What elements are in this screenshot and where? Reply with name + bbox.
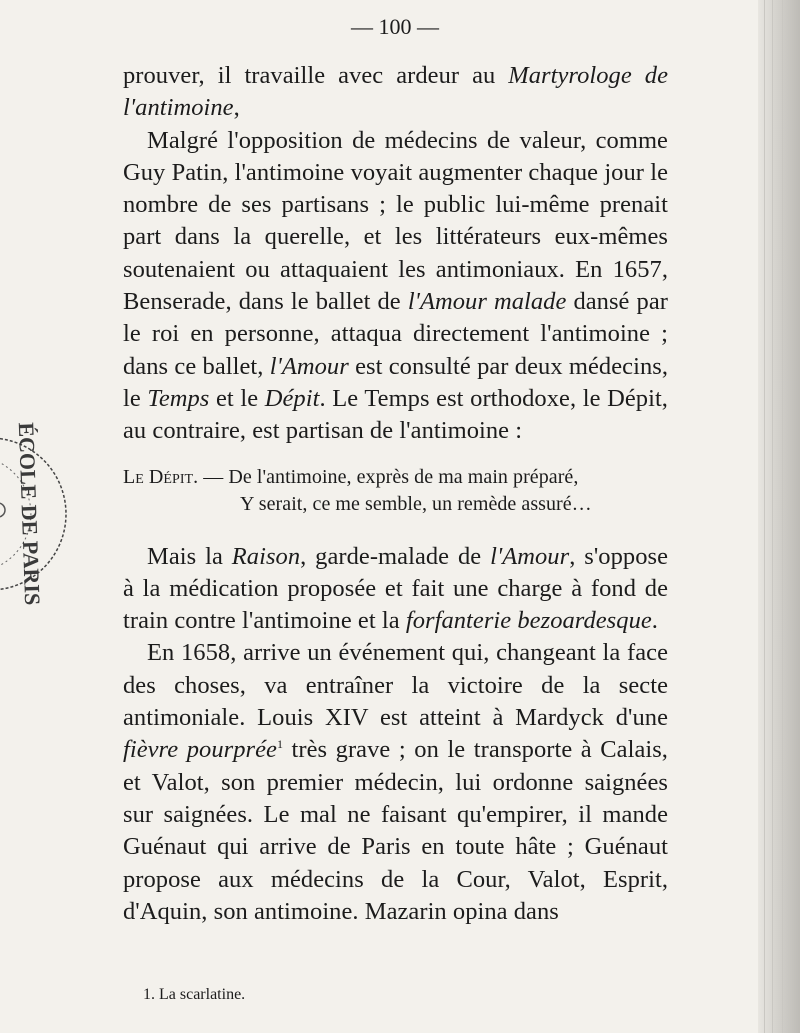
page-edge [758,0,800,1033]
footnote-text: La scarlatine. [155,986,246,1003]
library-stamp [0,418,70,608]
svg-text:ÉCOLE DE PARIS: ÉCOLE DE PARIS [13,421,46,606]
paragraph-1: prouver, il travaille avec ardeur au Martyrologe de l'antimoine, [123,62,668,122]
verse-line-1: Le Dépit. — De l'antimoine, exprès de ma main préparé, [123,465,579,488]
stamp-lettering [14,422,45,606]
footnote [143,986,245,1004]
paragraph-2: Malgré l'opposition de médecins de valeur, comme Guy Patin, l'antimoine voyait augmenter chaque jour le nombre de ses partisans ; le public lui-même prenait part dans la querelle, et les littérateurs eux-mêmes soutenaient ou attaquaient les antimoniaux. En 1657, Benserade, dans le ballet de l'Amour malade dansé par le roi en personne, attaqua directement l'antimoine ; dans ce ballet, l'Amour est consulté par deux médecins, le Temps et le Dépit. Le Temps est orthodoxe, le Dépit, au contraire, est partisan de l'antimoine : [123,126,668,445]
body-text [123,60,668,928]
paragraph-4: En 1658, arrive un événement qui, changeant la face des choses, va entraîner la victoire de la secte antimoniale. Louis XIV est atteint à Mardyck d'une fièvre pourprée$^1$ très grave ; on le transporte à Calais, et Valot, son premier médecin, lui ordonne saignées sur saignées. Le mal ne faisant qu'empirer, il mande Guénaut qui arrive de Paris en toute hâte ; Guénaut propose aux médecins de la Cour, Valot, Esprit, d'Aquin, son antimoine. Mazarin opina dans [123,639,668,925]
page-number: — 100 — [351,14,439,39]
verse-line-2: Y serait, ce me semble, un remède assuré… [240,492,592,515]
stamp-emblem [0,503,5,517]
verse-speaker: Le Dépit. [123,465,199,488]
edge-line [782,0,783,1033]
book-title: Martyrologe de l'antimoine [123,62,668,122]
ballet-title: l'Amour malade [407,288,567,316]
edge-line [764,0,765,1033]
verse-quote [123,464,668,518]
footnote-ref: 1 [276,737,283,752]
edge-line [772,0,773,1033]
paragraph-3: Mais la Raison, garde-malade de l'Amour, s'oppose à la médication proposée et fait une charge à fond de train contre l'antimoine et la forfanterie bezoardesque. [123,542,669,635]
footnote-number: 1. [143,986,155,1003]
